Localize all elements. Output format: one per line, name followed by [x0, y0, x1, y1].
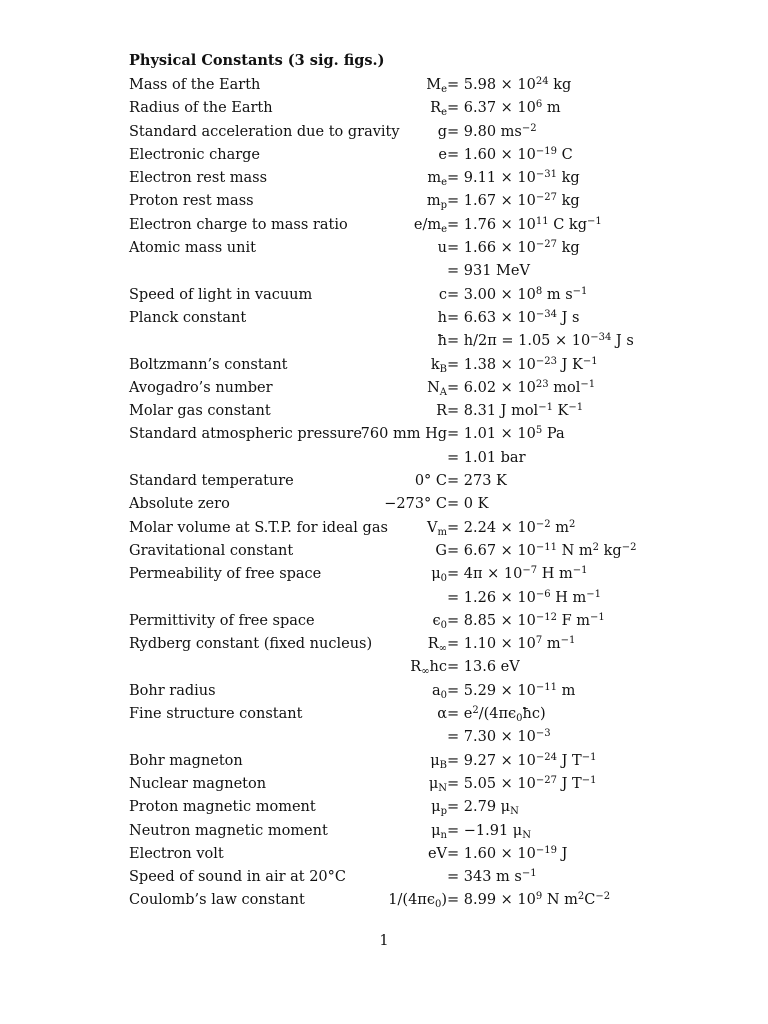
constant-value: = $7.30 \times 10^{-3}$ — [447, 728, 551, 746]
constant-row — [0, 400, 768, 423]
constant-row — [0, 517, 768, 540]
constant-symbol: $\mu_B$ — [430, 752, 447, 771]
constant-row — [0, 144, 768, 167]
constant-value: = 13.6 eV — [447, 659, 520, 676]
constant-name: Bohr radius — [129, 682, 216, 699]
constant-name: Fine structure constant — [129, 706, 303, 723]
constant-symbol: $\mu_0$ — [431, 566, 447, 585]
constant-name: Permittivity of free space — [129, 612, 315, 629]
constant-name: Proton magnetic moment — [129, 799, 316, 816]
constant-name: Absolute zero — [129, 496, 230, 513]
constant-value: = $1.10 \times 10^7$ $m^{-1}$ — [447, 635, 576, 653]
constant-symbol: $\mu_p$ — [431, 799, 447, 818]
constant-value: = $6.02 \times 10^{23}$ mol$^{-1}$ — [447, 378, 596, 396]
constant-row — [0, 260, 768, 283]
constant-name: Atomic mass unit — [129, 240, 256, 257]
constant-row — [0, 167, 768, 190]
constant-name: Speed of light in vacuum — [129, 286, 313, 303]
constant-name: Rydberg constant (fixed nucleus) — [129, 636, 373, 653]
constant-value: = 273 K — [447, 473, 507, 490]
constants-table — [0, 74, 768, 913]
constant-value: = $1.76 \times 10^{11}$ C $kg^{-1}$ — [447, 215, 602, 233]
constant-name: Standard atmospheric pressure — [129, 426, 362, 443]
constant-value: = $9.11 \times 10^{-31}$ kg — [447, 169, 580, 187]
constant-name: Molar gas constant — [129, 403, 271, 420]
constant-row — [0, 796, 768, 819]
constant-value: = 0 K — [447, 496, 489, 513]
constant-name: Neutron magnetic moment — [129, 822, 328, 839]
constant-row — [0, 587, 768, 610]
constant-symbol: 0° C — [414, 473, 447, 490]
constant-row — [0, 563, 768, 586]
constant-symbol: $M_e$ — [426, 77, 447, 95]
constant-row — [0, 866, 768, 889]
constant-value: = $5.29 \times 10^{-11}$ m — [447, 681, 576, 699]
constant-row — [0, 307, 768, 330]
constant-name: Bohr magneton — [129, 752, 243, 769]
constant-value: = $1.60 \times 10^{-19}$ J — [447, 844, 568, 862]
constant-value: = $1.01 \times 10^5$ Pa — [447, 425, 565, 443]
constant-symbol: $k_B$ — [430, 356, 447, 375]
constant-symbol: g — [437, 123, 447, 140]
constant-symbol: $\epsilon_0$ — [432, 612, 447, 631]
constant-symbol: e — [438, 146, 447, 163]
constant-symbol: ħ — [437, 333, 447, 350]
constant-row — [0, 703, 768, 726]
constant-symbol: $a_0$ — [431, 682, 447, 701]
constant-row — [0, 750, 768, 773]
constant-row — [0, 74, 768, 97]
page-number: 1 — [379, 933, 389, 949]
constant-row — [0, 423, 768, 446]
constant-value: = $5.05 \times 10^{-27}$ J $T^{-1}$ — [447, 774, 597, 792]
constant-name: Electron rest mass — [129, 170, 268, 187]
constant-name: Coulomb’s law constant — [129, 892, 305, 909]
constant-value: = $h/2\pi = 1.05 \times 10^{-34}$ J s — [447, 332, 634, 350]
constant-row — [0, 656, 768, 679]
constant-row — [0, 190, 768, 213]
constant-row — [0, 820, 768, 843]
constant-name: Electron charge to mass ratio — [129, 216, 348, 233]
constant-name: Standard acceleration due to gravity — [129, 123, 400, 140]
constant-row — [0, 447, 768, 470]
constant-value: = $9.27 \times 10^{-24}$ J $T^{-1}$ — [447, 751, 597, 769]
constant-name: Standard temperature — [129, 473, 294, 490]
constant-symbol: c — [438, 286, 447, 303]
constant-value: = $e^2/(4\pi\epsilon_0ħc)$ — [447, 705, 546, 725]
constant-value: = 931 MeV — [447, 263, 530, 280]
constant-value: = $1.60 \times 10^{-19}$ C — [447, 145, 573, 163]
constant-name: Gravitational constant — [129, 542, 294, 559]
constant-value: = $3.00 \times 10^8$ m $s^{-1}$ — [447, 285, 588, 303]
constant-row — [0, 284, 768, 307]
constant-symbol: $e/m_e$ — [413, 216, 447, 235]
constant-name: Electronic charge — [129, 146, 261, 163]
constant-symbol: $R_\infty$ — [427, 636, 447, 655]
constant-value: = 1.01 bar — [447, 449, 526, 466]
constant-symbol: $m_e$ — [427, 170, 447, 189]
constant-symbol: $m_p$ — [426, 193, 447, 212]
constant-name: Speed of sound in air at 20°C — [129, 869, 346, 886]
constant-symbol: u — [437, 240, 447, 257]
constant-symbol: $R_e$ — [430, 100, 447, 119]
constant-symbol: h — [437, 309, 447, 326]
constant-symbol: $V_m$ — [427, 519, 447, 538]
constant-value: = $8.85 \times 10^{-12}$ F $m^{-1}$ — [447, 611, 605, 629]
constant-value: = 343 m $s^{-1}$ — [447, 868, 537, 886]
constant-symbol: $\mu_n$ — [431, 822, 447, 841]
constant-value: = $1.26 \times 10^{-6}$ H $m^{-1}$ — [447, 588, 601, 606]
constant-value: = $2.24 \times 10^{-2}$ $m^2$ — [447, 518, 576, 536]
constant-symbol: G — [435, 542, 447, 559]
constant-name: Boltzmann’s constant — [129, 356, 288, 373]
constant-name: Molar volume at S.T.P. for ideal gas — [129, 519, 388, 536]
constant-row — [0, 633, 768, 656]
constant-row — [0, 470, 768, 493]
constant-symbol: $N_A$ — [427, 379, 447, 398]
constant-symbol: eV — [427, 845, 447, 862]
constant-row — [0, 330, 768, 353]
constant-name: Planck constant — [129, 309, 247, 326]
constant-row — [0, 493, 768, 516]
constant-value: = $6.37 \times 10^6$ m — [447, 99, 561, 117]
constant-row — [0, 889, 768, 912]
constant-row — [0, 726, 768, 749]
constant-name: Proton rest mass — [129, 193, 254, 210]
constant-row — [0, 354, 768, 377]
constant-name: Nuclear magneton — [129, 775, 267, 792]
constant-symbol: α — [437, 706, 447, 723]
constant-symbol: $\mu_N$ — [428, 775, 447, 794]
constant-value: = $4\pi \times 10^{-7}$ H $m^{-1}$ — [447, 565, 588, 583]
constant-name: Radius of the Earth — [129, 100, 273, 117]
constant-row — [0, 377, 768, 400]
constant-symbol: $1/(4\pi\epsilon_0)$ — [388, 892, 447, 911]
constant-value: = $5.98 \times 10^{24}$ kg — [447, 76, 572, 93]
page-title: Physical Constants (3 sig. figs.) — [129, 52, 385, 69]
constant-row — [0, 121, 768, 144]
constant-symbol: 760 mm Hg — [360, 426, 447, 443]
constant-value: = −1.91 $\mu_N$ — [447, 822, 531, 841]
constant-value: = $6.63 \times 10^{-34}$ J s — [447, 308, 580, 326]
constant-name: Avogadro’s number — [129, 379, 273, 396]
constant-name: Permeability of free space — [129, 566, 322, 583]
constant-row — [0, 540, 768, 563]
constant-row — [0, 237, 768, 260]
constant-value: = $1.67 \times 10^{-27}$ kg — [447, 192, 580, 210]
constant-row — [0, 680, 768, 703]
constant-name: Mass of the Earth — [129, 77, 261, 93]
constant-value: = $1.38 \times 10^{-23}$ J $K^{-1}$ — [447, 355, 598, 373]
constant-value: = 2.79 $\mu_N$ — [447, 799, 519, 818]
constant-symbol: $R_\infty hc$ — [410, 659, 447, 678]
constant-value: = $8.99 \times 10^9$ N $m^2C^{-2}$ — [447, 891, 611, 909]
constant-row — [0, 97, 768, 120]
constant-value: = $6.67 \times 10^{-11}$ N $m^2$ $kg^{-2}$ — [447, 541, 637, 559]
constant-value: = 8.31 J mol$^{-1}$ $K^{-1}$ — [447, 402, 584, 420]
constant-row — [0, 610, 768, 633]
constant-symbol: −273° C — [384, 496, 447, 513]
constant-symbol: R — [436, 403, 447, 420]
constant-row — [0, 843, 768, 866]
constant-value: = 9.80 $ms^{-2}$ — [447, 122, 537, 140]
constant-row — [0, 214, 768, 237]
constant-name: Electron volt — [129, 845, 224, 862]
constant-row — [0, 773, 768, 796]
constant-value: = $1.66 \times 10^{-27}$ kg — [447, 239, 580, 257]
